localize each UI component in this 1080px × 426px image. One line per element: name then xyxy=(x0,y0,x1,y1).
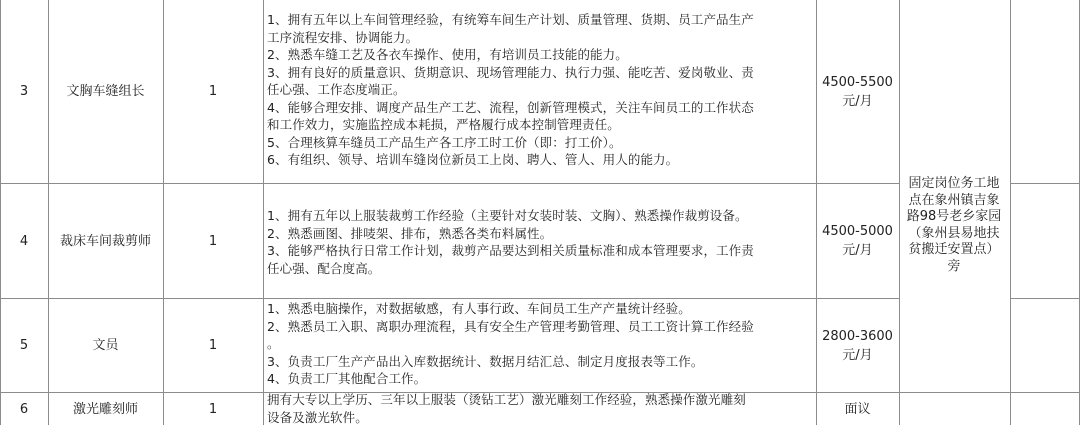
table-row-count: 1 xyxy=(163,299,263,392)
requirement-line: 2、熟悉员工入职、离职办理流程，具有安全生产管理考勤管理、员工工资计算工作经验 xyxy=(267,318,815,336)
requirement-line: 任心强、工作态度端正。 xyxy=(267,81,815,99)
location-line: 旁 xyxy=(900,259,1008,276)
requirement-line: 1、拥有五年以上车间管理经验，有统筹车间生产计划、质量管理、货期、员工产品生产 xyxy=(267,11,815,29)
table-row-count: 1 xyxy=(163,393,263,425)
requirement-line: 3、拥有良好的质量意识、货期意识、现场管理能力、执行力强、能吃苦、爱岗敬业、责 xyxy=(267,64,815,82)
location-line: 点在象州镇吉象 xyxy=(900,193,1008,210)
table-row-requirements xyxy=(267,207,815,277)
requirement-line: 和工作效力，实施监控成本耗损，严格履行成本控制管理责任。 xyxy=(267,116,815,134)
column-divider xyxy=(263,0,264,425)
table-row-salary xyxy=(816,0,899,183)
table-row-requirements xyxy=(267,391,815,426)
table-row-no: 6 xyxy=(0,393,48,425)
requirement-line: 3、能够严格执行日常工作计划，裁剪产品要达到相关质量标准和成本管理要求，工作责 xyxy=(267,242,815,260)
requirement-line: 6、有组织、领导、培训车缝岗位新员工上岗、聘人、管人、用人的能力。 xyxy=(267,151,815,169)
table-row-no: 5 xyxy=(0,299,48,392)
requirement-line: 2、熟悉画图、排唛架、排布，熟悉各类布料属性。 xyxy=(267,225,815,243)
table-row-no: 3 xyxy=(0,0,48,183)
table-row-salary xyxy=(816,184,899,298)
table-row-requirements xyxy=(267,300,815,388)
table-row-position: 裁床车间裁剪师 xyxy=(48,184,163,298)
table-row-position: 文胸车缝组长 xyxy=(48,0,163,183)
salary-range: 4500-5500 xyxy=(822,73,893,92)
table-row-requirements xyxy=(267,11,815,169)
location-line: 贫搬迁安置点） xyxy=(900,242,1008,259)
requirement-line: 拥有大专以上学历、三年以上服装（烫钻工艺）激光雕刻工作经验，熟悉操作激光雕刻 xyxy=(267,391,815,409)
table-row-salary xyxy=(816,393,899,425)
salary-unit: 元/月 xyxy=(842,241,872,260)
work-location xyxy=(900,176,1008,275)
requirement-line: 任心强、配合度高。 xyxy=(267,260,815,278)
salary-unit: 元/月 xyxy=(842,346,872,365)
salary-range: 4500-5000 xyxy=(822,222,893,241)
table-row-position: 激光雕刻师 xyxy=(48,393,163,425)
requirement-line: 3、负责工厂生产产品出入库数据统计、数据月结汇总、制定月度报表等工作。 xyxy=(267,353,815,371)
row-divider xyxy=(1010,183,1080,184)
requirement-line: 4、负责工厂其他配合工作。 xyxy=(267,370,815,388)
requirement-line: 。 xyxy=(267,335,815,353)
requirement-line: 设备及激光软件。 xyxy=(267,409,815,426)
requirement-line: 4、能够合理安排、调度产品生产工艺、流程，创新管理模式，关注车间员工的工作状态 xyxy=(267,99,815,117)
row-divider xyxy=(1010,298,1080,299)
salary-range: 面议 xyxy=(844,400,870,419)
salary-range: 2800-3600 xyxy=(822,327,893,346)
table-row-position: 文员 xyxy=(48,299,163,392)
table-row-no: 4 xyxy=(0,184,48,298)
location-line: 固定岗位务工地 xyxy=(900,176,1008,193)
requirement-line: 1、拥有五年以上服装裁剪工作经验（主要针对女装时装、文胸）、熟悉操作裁剪设备。 xyxy=(267,207,815,225)
requirement-line: 5、合理核算车缝员工产品生产各工序工时工价（即：打工价）。 xyxy=(267,134,815,152)
location-line: （象州县易地扶 xyxy=(900,226,1008,243)
salary-unit: 元/月 xyxy=(842,92,872,111)
table-row-salary xyxy=(816,299,899,392)
table-row-count: 1 xyxy=(163,184,263,298)
requirement-line: 2、熟悉车缝工艺及各衣车操作、使用，有培训员工技能的能力。 xyxy=(267,46,815,64)
requirement-line: 工序流程安排、协调能力。 xyxy=(267,29,815,47)
location-line: 路98号老乡家园 xyxy=(900,209,1008,226)
column-divider xyxy=(1010,0,1011,425)
table-row-count: 1 xyxy=(163,0,263,183)
requirement-line: 1、熟悉电脑操作，对数据敏感，有人事行政、车间员工生产产量统计经验。 xyxy=(267,300,815,318)
